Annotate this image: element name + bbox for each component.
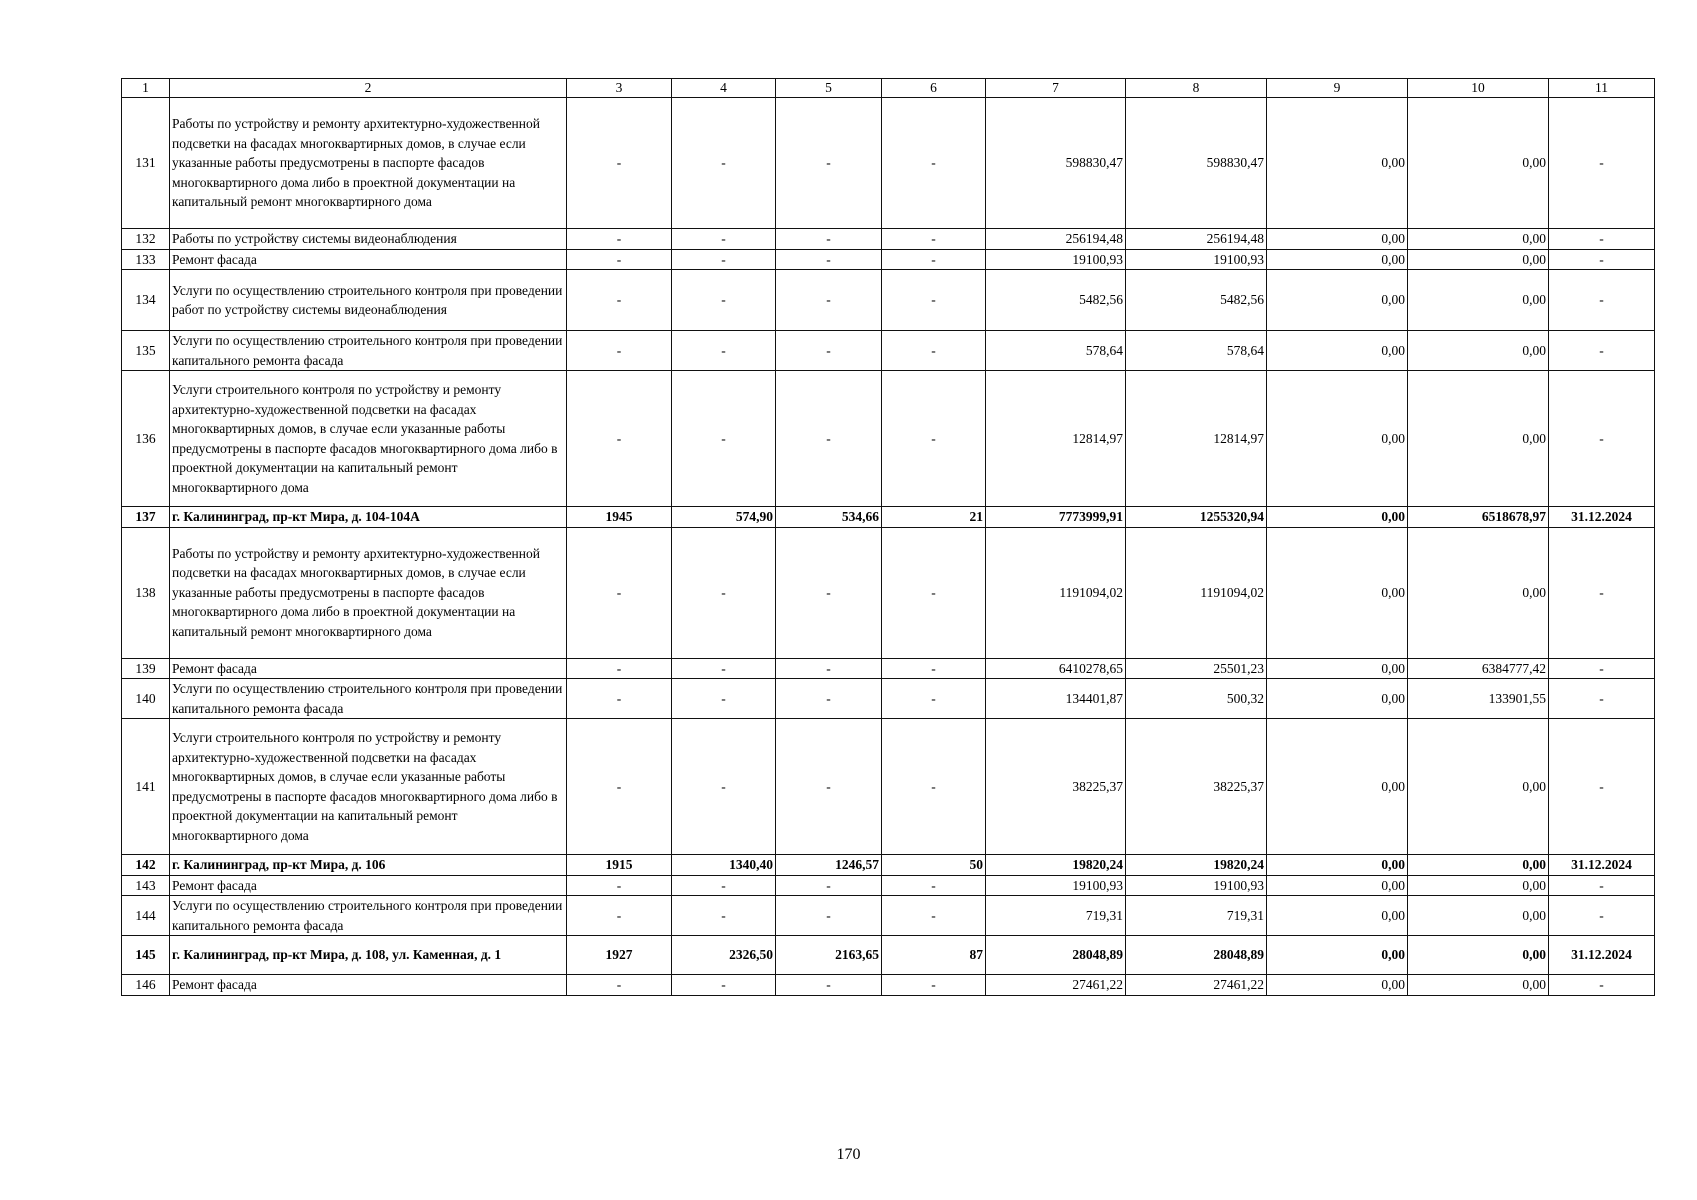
col-9-value: 0,00 [1267, 679, 1408, 719]
col-7-value: 5482,56 [986, 270, 1126, 331]
col-11-value: - [1549, 270, 1655, 331]
col-7-value: 28048,89 [986, 936, 1126, 975]
col-7-value: 6410278,65 [986, 658, 1126, 679]
table-row [122, 98, 1655, 229]
row-number: 140 [122, 679, 170, 719]
row-number: 131 [122, 98, 170, 229]
row-number: 137 [122, 507, 170, 528]
header-cell: 2 [170, 79, 567, 98]
col-7-value: 1191094,02 [986, 527, 1126, 658]
page-number: 170 [836, 1146, 861, 1163]
col-8-value: 578,64 [1126, 331, 1267, 371]
work-description: Услуги по осуществлению строительного контроля при проведении работ по устройству системы видеонаблюдения [170, 270, 567, 331]
col-11-value: - [1549, 229, 1655, 250]
work-description: г. Калининград, пр-кт Мира, д. 106 [170, 855, 567, 876]
row-number: 142 [122, 855, 170, 876]
col-7-value: 134401,87 [986, 679, 1126, 719]
col-5-value: 2163,65 [776, 936, 882, 975]
col-11-value: - [1549, 875, 1655, 896]
work-description: Услуги по осуществлению строительного контроля при проведении капитального ремонта фасада [170, 679, 567, 719]
col-11-value: 31.12.2024 [1549, 855, 1655, 876]
col-4-value: - [672, 270, 776, 331]
header-cell: 10 [1408, 79, 1549, 98]
col-8-value: 28048,89 [1126, 936, 1267, 975]
col-7-value: 27461,22 [986, 975, 1126, 996]
col-8-value: 19100,93 [1126, 875, 1267, 896]
col-11-value: 31.12.2024 [1549, 507, 1655, 528]
work-description: Ремонт фасада [170, 658, 567, 679]
work-description: Ремонт фасада [170, 975, 567, 996]
table-row [122, 331, 1655, 371]
col-5-value: - [776, 679, 882, 719]
col-10-value: 0,00 [1408, 855, 1549, 876]
col-5-value: 1246,57 [776, 855, 882, 876]
col-9-value: 0,00 [1267, 98, 1408, 229]
col-10-value: 0,00 [1408, 896, 1549, 936]
col-3-value: - [567, 331, 672, 371]
col-8-value: 256194,48 [1126, 229, 1267, 250]
col-8-value: 500,32 [1126, 679, 1267, 719]
col-10-value: 0,00 [1408, 527, 1549, 658]
col-9-value: 0,00 [1267, 331, 1408, 371]
col-5-value: 534,66 [776, 507, 882, 528]
work-description: Ремонт фасада [170, 249, 567, 270]
col-10-value: 6518678,97 [1408, 507, 1549, 528]
row-number: 139 [122, 658, 170, 679]
col-6-value: 87 [882, 936, 986, 975]
col-7-value: 256194,48 [986, 229, 1126, 250]
col-3-value: - [567, 270, 672, 331]
col-6-value: - [882, 975, 986, 996]
col-4-value: - [672, 875, 776, 896]
row-number: 143 [122, 875, 170, 896]
col-9-value: 0,00 [1267, 975, 1408, 996]
col-6-value: - [882, 679, 986, 719]
col-3-value: - [567, 896, 672, 936]
col-9-value: 0,00 [1267, 507, 1408, 528]
col-4-value: 574,90 [672, 507, 776, 528]
col-4-value: - [672, 658, 776, 679]
row-number: 134 [122, 270, 170, 331]
col-3-value: 1945 [567, 507, 672, 528]
col-4-value: - [672, 331, 776, 371]
col-9-value: 0,00 [1267, 658, 1408, 679]
table-row [122, 679, 1655, 719]
table-row [122, 936, 1655, 975]
col-11-value: - [1549, 527, 1655, 658]
table-row [122, 875, 1655, 896]
col-9-value: 0,00 [1267, 229, 1408, 250]
col-8-value: 1191094,02 [1126, 527, 1267, 658]
col-10-value: 0,00 [1408, 249, 1549, 270]
col-6-value: - [882, 371, 986, 507]
col-10-value: 133901,55 [1408, 679, 1549, 719]
header-cell: 6 [882, 79, 986, 98]
col-9-value: 0,00 [1267, 719, 1408, 855]
col-10-value: 0,00 [1408, 98, 1549, 229]
table-row [122, 249, 1655, 270]
col-6-value: - [882, 658, 986, 679]
col-10-value: 0,00 [1408, 975, 1549, 996]
col-5-value: - [776, 98, 882, 229]
col-9-value: 0,00 [1267, 875, 1408, 896]
work-description: Работы по устройству и ремонту архитектурно-художественной подсветки на фасадах многоквартирных домов, в случае если указанные работы предусмотрены в паспорте фасадов многоквартирного дома либо в проектной документации на капитальный ремонт многоквартирного дома [170, 527, 567, 658]
col-11-value: - [1549, 975, 1655, 996]
row-number: 141 [122, 719, 170, 855]
col-4-value: 1340,40 [672, 855, 776, 876]
header-cell: 7 [986, 79, 1126, 98]
col-6-value: - [882, 896, 986, 936]
col-6-value: - [882, 527, 986, 658]
row-number: 146 [122, 975, 170, 996]
col-4-value: - [672, 679, 776, 719]
row-number: 135 [122, 331, 170, 371]
col-11-value: - [1549, 371, 1655, 507]
col-6-value: - [882, 270, 986, 331]
header-cell: 4 [672, 79, 776, 98]
col-10-value: 0,00 [1408, 331, 1549, 371]
table-row [122, 527, 1655, 658]
col-10-value: 0,00 [1408, 270, 1549, 331]
col-10-value: 0,00 [1408, 229, 1549, 250]
col-10-value: 0,00 [1408, 719, 1549, 855]
col-4-value: - [672, 229, 776, 250]
col-6-value: - [882, 331, 986, 371]
col-9-value: 0,00 [1267, 936, 1408, 975]
col-4-value: - [672, 371, 776, 507]
col-3-value: - [567, 249, 672, 270]
col-6-value: - [882, 249, 986, 270]
work-description: Работы по устройству и ремонту архитектурно-художественной подсветки на фасадах многоквартирных домов, в случае если указанные работы предусмотрены в паспорте фасадов многоквартирного дома либо в проектной документации на капитальный ремонт многоквартирного дома [170, 98, 567, 229]
row-number: 132 [122, 229, 170, 250]
col-7-value: 19100,93 [986, 875, 1126, 896]
col-6-value: - [882, 875, 986, 896]
col-10-value: 0,00 [1408, 875, 1549, 896]
col-7-value: 598830,47 [986, 98, 1126, 229]
col-4-value: - [672, 719, 776, 855]
table-row [122, 229, 1655, 250]
col-5-value: - [776, 658, 882, 679]
col-8-value: 719,31 [1126, 896, 1267, 936]
row-number: 138 [122, 527, 170, 658]
col-4-value: - [672, 896, 776, 936]
col-10-value: 6384777,42 [1408, 658, 1549, 679]
header-cell: 9 [1267, 79, 1408, 98]
work-description: Услуги строительного контроля по устройству и ремонту архитектурно-художественной подсветки на фасадах многоквартирных домов, в случае если указанные работы предусмотрены в паспорте фасадов многоквартирного дома либо в проектной документации на капитальный ремонт многоквартирного дома [170, 719, 567, 855]
work-description: Услуги по осуществлению строительного контроля при проведении капитального ремонта фасада [170, 331, 567, 371]
col-11-value: - [1549, 658, 1655, 679]
data-table [121, 78, 1655, 996]
col-11-value: - [1549, 331, 1655, 371]
col-5-value: - [776, 875, 882, 896]
col-6-value: 21 [882, 507, 986, 528]
col-11-value: - [1549, 98, 1655, 229]
table-row [122, 270, 1655, 331]
row-number: 144 [122, 896, 170, 936]
col-10-value: 0,00 [1408, 371, 1549, 507]
col-4-value: - [672, 975, 776, 996]
col-3-value: - [567, 679, 672, 719]
col-3-value: - [567, 975, 672, 996]
col-11-value: 31.12.2024 [1549, 936, 1655, 975]
header-cell: 3 [567, 79, 672, 98]
table-row [122, 896, 1655, 936]
col-5-value: - [776, 896, 882, 936]
work-description: г. Калининград, пр-кт Мира, д. 104-104А [170, 507, 567, 528]
row-number: 145 [122, 936, 170, 975]
table-row [122, 371, 1655, 507]
col-9-value: 0,00 [1267, 896, 1408, 936]
table-row [122, 507, 1655, 528]
col-3-value: 1915 [567, 855, 672, 876]
col-3-value: - [567, 371, 672, 507]
col-5-value: - [776, 270, 882, 331]
col-11-value: - [1549, 719, 1655, 855]
col-7-value: 19820,24 [986, 855, 1126, 876]
header-cell: 8 [1126, 79, 1267, 98]
header-cell: 5 [776, 79, 882, 98]
table-row [122, 975, 1655, 996]
col-6-value: - [882, 98, 986, 229]
col-8-value: 5482,56 [1126, 270, 1267, 331]
col-5-value: - [776, 249, 882, 270]
col-8-value: 38225,37 [1126, 719, 1267, 855]
col-9-value: 0,00 [1267, 371, 1408, 507]
work-description: г. Калининград, пр-кт Мира, д. 108, ул. Каменная, д. 1 [170, 936, 567, 975]
col-3-value: - [567, 875, 672, 896]
col-7-value: 19100,93 [986, 249, 1126, 270]
work-description: Ремонт фасада [170, 875, 567, 896]
col-7-value: 38225,37 [986, 719, 1126, 855]
col-11-value: - [1549, 896, 1655, 936]
col-11-value: - [1549, 679, 1655, 719]
header-cell: 1 [122, 79, 170, 98]
table-row [122, 855, 1655, 876]
col-7-value: 12814,97 [986, 371, 1126, 507]
col-7-value: 7773999,91 [986, 507, 1126, 528]
col-8-value: 598830,47 [1126, 98, 1267, 229]
col-4-value: 2326,50 [672, 936, 776, 975]
col-3-value: - [567, 229, 672, 250]
col-8-value: 12814,97 [1126, 371, 1267, 507]
col-7-value: 578,64 [986, 331, 1126, 371]
col-9-value: 0,00 [1267, 270, 1408, 331]
col-5-value: - [776, 975, 882, 996]
col-3-value: - [567, 527, 672, 658]
col-8-value: 27461,22 [1126, 975, 1267, 996]
row-number: 136 [122, 371, 170, 507]
row-number: 133 [122, 249, 170, 270]
table-row [122, 719, 1655, 855]
col-9-value: 0,00 [1267, 527, 1408, 658]
header-row [122, 79, 1655, 98]
col-4-value: - [672, 249, 776, 270]
col-11-value: - [1549, 249, 1655, 270]
col-7-value: 719,31 [986, 896, 1126, 936]
col-5-value: - [776, 527, 882, 658]
work-description: Работы по устройству системы видеонаблюдения [170, 229, 567, 250]
col-9-value: 0,00 [1267, 249, 1408, 270]
work-description: Услуги строительного контроля по устройству и ремонту архитектурно-художественной подсветки на фасадах многоквартирных домов, в случае если указанные работы предусмотрены в паспорте фасадов многоквартирного дома либо в проектной документации на капитальный ремонт многоквартирного дома [170, 371, 567, 507]
col-10-value: 0,00 [1408, 936, 1549, 975]
col-4-value: - [672, 98, 776, 229]
col-8-value: 19820,24 [1126, 855, 1267, 876]
col-5-value: - [776, 719, 882, 855]
col-3-value: - [567, 658, 672, 679]
col-8-value: 25501,23 [1126, 658, 1267, 679]
col-4-value: - [672, 527, 776, 658]
col-9-value: 0,00 [1267, 855, 1408, 876]
col-3-value: - [567, 98, 672, 229]
col-5-value: - [776, 229, 882, 250]
table-row [122, 658, 1655, 679]
col-6-value: - [882, 719, 986, 855]
header-cell: 11 [1549, 79, 1655, 98]
col-6-value: - [882, 229, 986, 250]
col-5-value: - [776, 371, 882, 507]
col-8-value: 19100,93 [1126, 249, 1267, 270]
col-6-value: 50 [882, 855, 986, 876]
col-3-value: - [567, 719, 672, 855]
work-description: Услуги по осуществлению строительного контроля при проведении капитального ремонта фасада [170, 896, 567, 936]
col-5-value: - [776, 331, 882, 371]
col-8-value: 1255320,94 [1126, 507, 1267, 528]
col-3-value: 1927 [567, 936, 672, 975]
